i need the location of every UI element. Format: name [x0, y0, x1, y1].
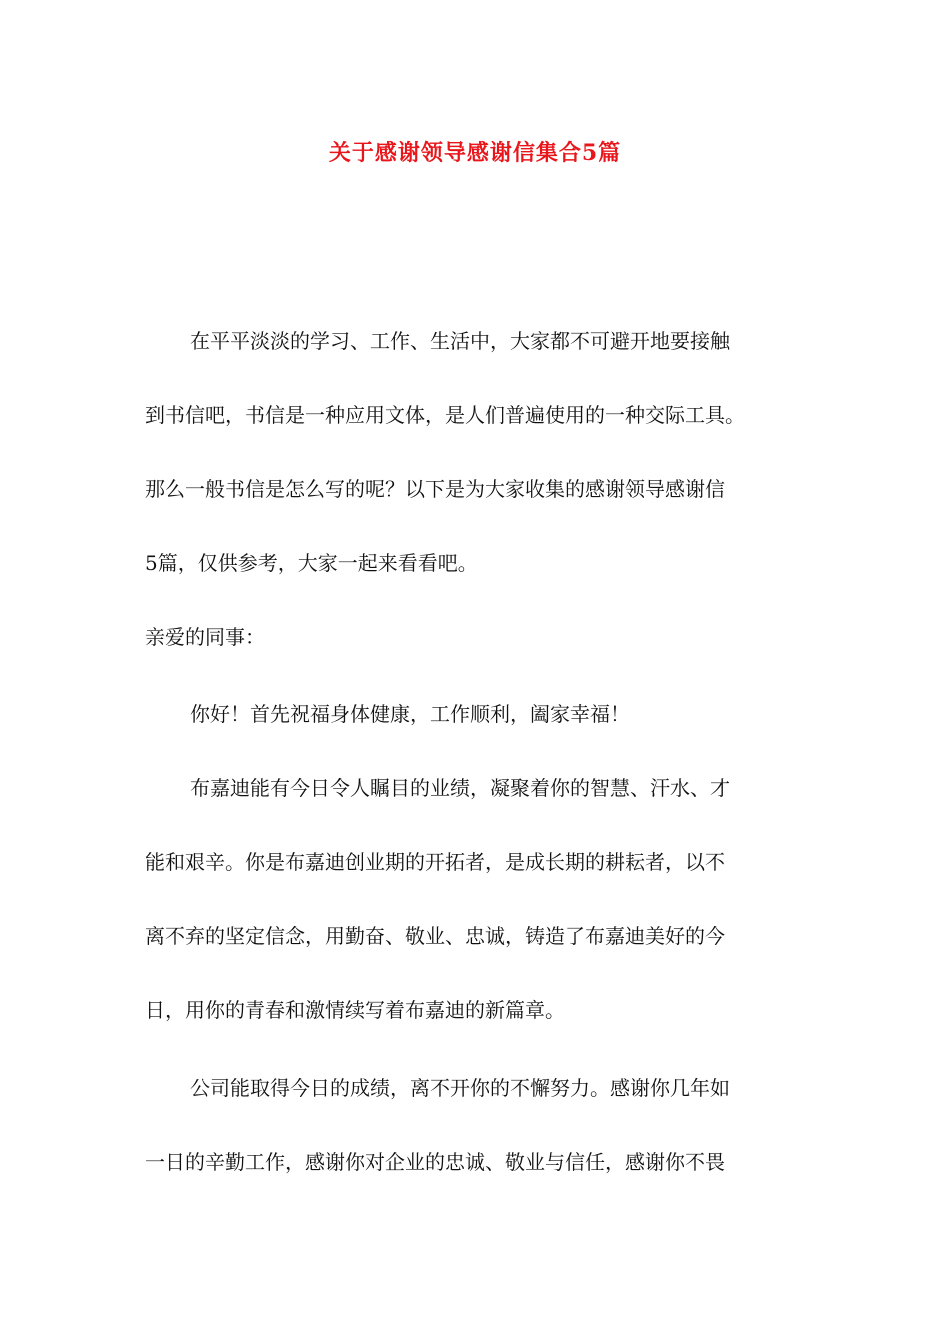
paragraph-line: 到书信吧，书信是一种应用文体，是人们普遍使用的一种交际工具。 — [145, 403, 745, 427]
paragraph-line: 5篇，仅供参考，大家一起来看看吧。 — [145, 551, 478, 575]
paragraph-line: 一日的辛勤工作，感谢你对企业的忠诚、敬业与信任，感谢你不畏 — [145, 1150, 725, 1174]
document-title: 关于感谢领导感谢信集合5篇 — [328, 140, 622, 166]
paragraph-line: 能和艰辛。你是布嘉迪创业期的开拓者，是成长期的耕耘者，以不 — [145, 850, 725, 874]
paragraph-line: 公司能取得今日的成绩，离不开你的不懈努力。感谢你几年如 — [190, 1076, 730, 1100]
paragraph-line: 你好！首先祝福身体健康，工作顺利，阖家幸福！ — [190, 702, 630, 726]
paragraph-line: 布嘉迪能有今日令人瞩目的业绩，凝聚着你的智慧、汗水、才 — [190, 776, 730, 800]
paragraph-line: 在平平淡淡的学习、工作、生活中，大家都不可避开地要接触 — [190, 329, 730, 353]
salutation-line: 亲爱的同事： — [145, 625, 265, 649]
paragraph-line: 离不弃的坚定信念，用勤奋、敬业、忠诚，铸造了布嘉迪美好的今 — [145, 924, 725, 948]
paragraph-line: 那么一般书信是怎么写的呢？以下是为大家收集的感谢领导感谢信 — [145, 477, 725, 501]
paragraph-line: 日，用你的青春和激情续写着布嘉迪的新篇章。 — [145, 998, 565, 1022]
